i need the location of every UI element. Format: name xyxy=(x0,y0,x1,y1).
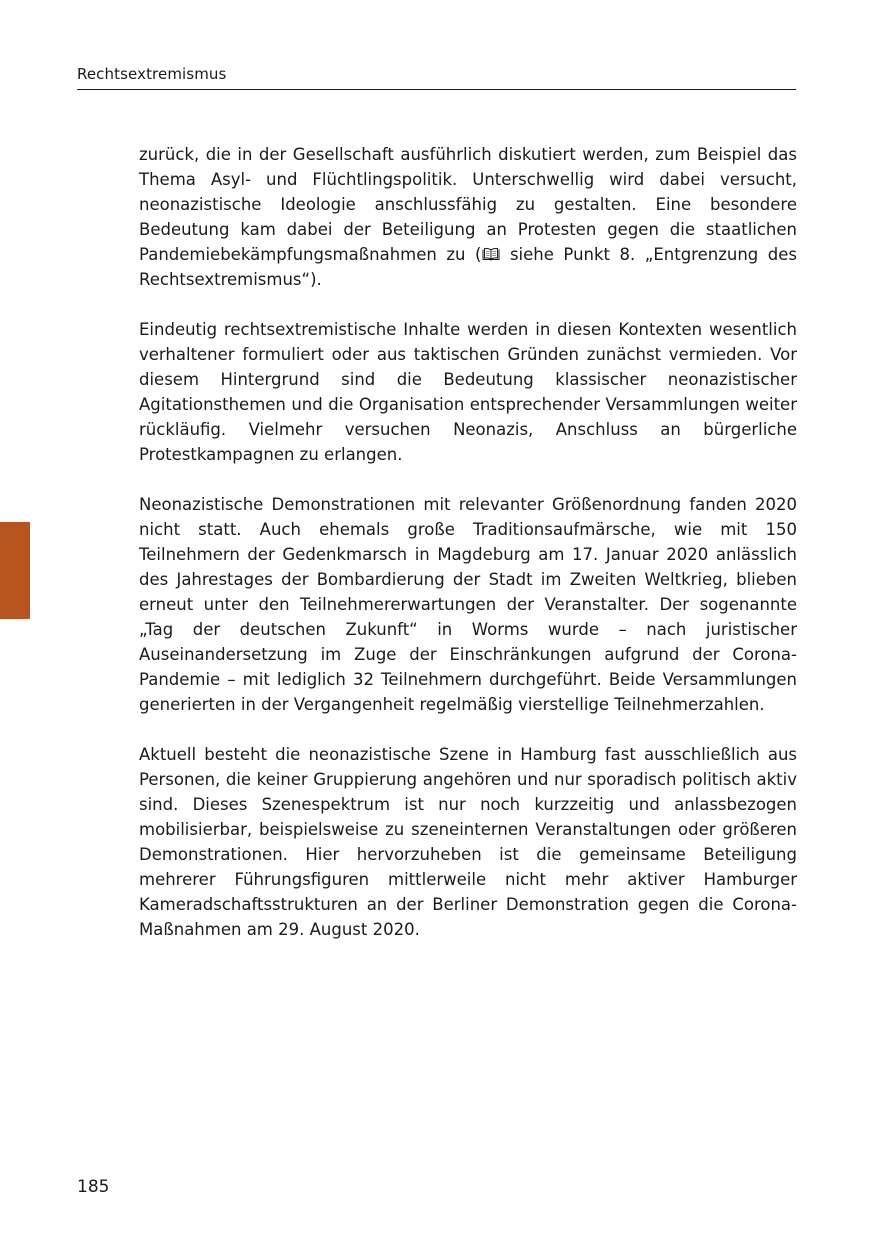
page-number: 185 xyxy=(77,1177,110,1197)
body-text xyxy=(139,142,797,967)
paragraph-1-text-continued: siehe Punkt 8. „Entgrenzung des Rechtsextremismus“). xyxy=(139,245,797,289)
paragraph-3: Neonazistische Demonstrationen mit relevanter Größenordnung fanden 2020 nicht statt. Auch ehemals große Traditionsaufmärsche, wie mit 150 Teilnehmern der Gedenkmarsch in Magdeburg am 17. Januar 2020 anlässlich des Jahrestages der Bombardierung der Stadt im Zweiten Weltkrieg, blieben erneut unter den Teilnehmererwartungen der Veranstalter. Der sogenannte „Tag der deutschen Zukunft“ in Worms wurde – nach juristischer Auseinandersetzung im Zuge der Einschränkungen aufgrund der Corona-Pandemie – mit lediglich 32 Teilnehmern durchgeführt. Beide Versammlungen generierten in der Vergangenheit regelmäßig vierstellige Teilnehmerzahlen. xyxy=(139,495,797,714)
chapter-tab-marker xyxy=(0,522,30,619)
running-title: Rechtsextremismus xyxy=(77,65,227,83)
paragraph-4: Aktuell besteht die neonazistische Szene in Hamburg fast ausschließlich aus Personen, die keiner Gruppierung angehören und nur sporadisch politisch aktiv sind. Dieses Szenespektrum ist nur noch kurzzeitig und anlassbezogen mobilisierbar, beispielsweise zu szeneinternen Veranstaltungen oder größeren Demonstrationen. Hier hervorzuheben ist die gemeinsame Beteiligung mehrerer Führungsfiguren mittlerweile nicht mehr aktiver Hamburger Kameradschaftsstrukturen an der Berliner Demonstration gegen die Corona-Maßnahmen am 29. August 2020. xyxy=(139,745,797,939)
book-icon xyxy=(482,247,500,261)
running-header xyxy=(77,64,796,90)
paragraph-2: Eindeutig rechtsextremistische Inhalte werden in diesen Kontexten wesentlich verhaltener formuliert oder aus taktischen Gründen zunächst vermieden. Vor diesem Hintergrund sind die Bedeutung klassischer neonazistischer Agitationsthemen und die Organisation entsprechender Versammlungen weiter rückläufig. Vielmehr versuchen Neonazis, Anschluss an bürgerliche Protestkampagnen zu erlangen. xyxy=(139,320,797,464)
paragraph-1 xyxy=(139,142,797,292)
paragraph-1-text: zurück, die in der Gesellschaft ausführlich diskutiert werden, zum Beispiel das Thema Asyl- und Flüchtlingspolitik. Unterschwellig wird dabei versucht, neonazistische Ideologie anschlussfähig zu gestalten. Eine besondere Bedeutung kam dabei der Beteiligung an Protesten gegen die staatlichen Pandemiebekämpfungsmaßnahmen zu ( xyxy=(139,145,797,264)
